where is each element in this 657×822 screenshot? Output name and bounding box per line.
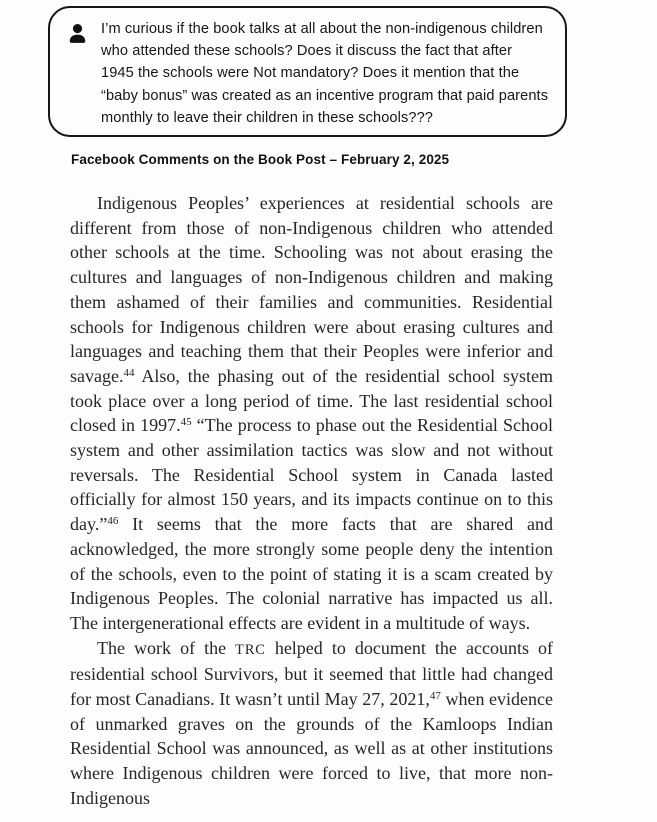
facebook-comment-bubble: [48, 6, 567, 137]
footnote-reference: 45: [180, 416, 192, 429]
footnote-reference: 47: [429, 690, 441, 703]
figure-caption: Facebook Comments on the Book Post – February 2, 2025: [71, 152, 450, 167]
body-paragraph: The work of the TRC helped to document the accounts of residential school Survivors, but it seemed that little had changed for most Canadians. It wasn’t until May 27, 2021,47 when evidence of unmarked graves on the grounds of the Kamloops Indian Residential School was announced, as well as at other institutions where Indigenous children were forced to live, that more non-Indigenous: [70, 637, 553, 808]
comment-text: I’m curious if the book talks at all about the non-indigenous children who attended these schools? Does it discuss the fact that after 1945 the schools were Not mandatory? Does it mention that the “baby bonus” was created as an incentive program that paid parents monthly to leave their children in these schools???: [101, 21, 549, 126]
footnote-reference: 46: [107, 515, 119, 528]
book-body-text: [70, 191, 553, 811]
body-paragraph: Indigenous Peoples’ experiences at residential schools are different from those of non-Indigenous children who attended other schools at the time. Schooling was not about erasing the cultures and languages of non-Indigenous children and making them ashamed of their families and communities. Residential schools for Indigenous children were about erasing cultures and languages and teaching them that their Peoples were inferior and savage.$^{44}$ Also, the phasing out of the residential school system took place over a long period of time. The last residential school closed in 1997.45 “The process to phase out the Residential School system and other assimilation tactics was slow and not without reversals. The Residential School system in Canada lasted officially for almost 150 years, and its impacts continue on to this day.”$^{46}$ It seems that the more facts that are shared and acknowledged, the more strongly some people deny the intention of the schools, even to the point of stating it is a scam created by Indigenous Peoples. The colonial narrative has impacted us all. The intergenerational effects are evident in a multitude of ways.: [70, 193, 553, 633]
person-icon: [65, 22, 90, 47]
footnote-reference: 44: [123, 366, 135, 379]
small-caps-acronym: TRC: [235, 641, 266, 658]
